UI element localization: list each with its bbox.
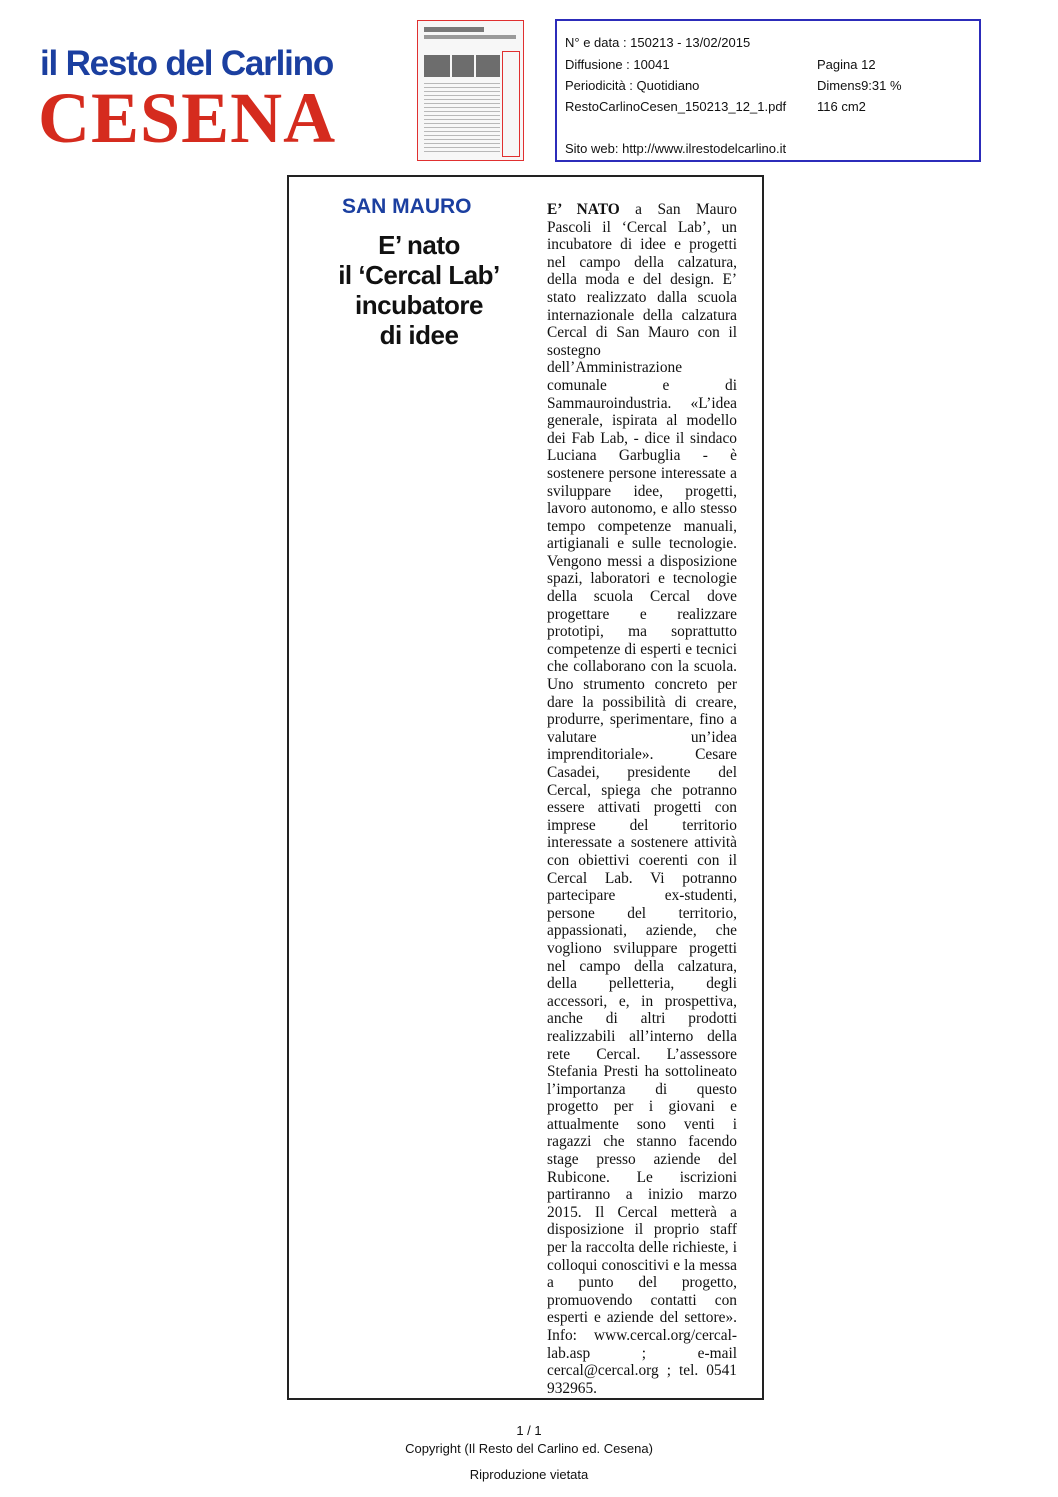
article-headline (319, 230, 519, 350)
info-diffusione: Diffusione : 10041 (565, 57, 670, 72)
info-area: 116 cm2 (817, 99, 866, 114)
article-body (547, 201, 737, 1397)
article-kicker: SAN MAURO (342, 195, 472, 218)
article-body-text: a San Mauro Pascoli il ‘Cercal Lab’, un incubatore di idee e progetti nel campo della calzatura, della moda e del design. E’ stato realizzato dalla scuola internazionale della calzatura Cercal di San Mauro con il sostegno dell’Amministrazione comunale e di Sammauroindustria. «L’idea generale, ispirata al modello dei Fab Lab, - dice il sindaco Luciana Garbuglia - è sostenere persone interessate a sviluppare idee, progetti, lavoro autonomo, e allo stesso tempo competenze manuali, artigianali e sulle tecnologie. Vengono messi a disposizione spazi, laboratori e tecnologie della scuola Cercal dove progettare e realizzare prototipi, ma soprattutto competenze di esperti e tecnici che collaborano con la scuola. Uno strumento concreto per dare la possibilità di creare, produrre, sperimentare, fino a valutare un’idea imprenditoriale». Cesare Casadei, presidente del Cercal, spiega che potranno essere attivati progetti con imprese del territorio interessate a sostenere attività con obiettivi coerenti con il Cercal Lab. Vi potranno partecipare ex-studenti, persone del territorio, appassionati, aziende, che vogliono sviluppare progetti nel campo della calzatura, della pelletteria, degli accessori, e, in prospettiva, anche di altri prodotti realizzabili all’interno della rete Cercal. L’assessore Stefania Presti ha sottolineato l’importanza di questo progetto per i giovani e attualmente sono venti i ragazzi che stanno facendo stage presso aziende del Rubicone. Le iscrizioni partiranno a inizio marzo 2015. Il Cercal metterà a disposizione il proprio staff per la raccolta delle richieste, i colloqui conoscitivi e la messa a punto del progetto, promuovendo contatti con esperti e aziende del settore». Info: www.cercal.org/cercal-lab.asp ; e-mail cercal@cercal.org ; tel. 0541 932965. (547, 201, 737, 1397)
info-box (555, 19, 981, 162)
masthead-title: il Resto del Carlino (40, 44, 333, 83)
page-thumbnail (417, 20, 524, 161)
headline-line: di idee (379, 320, 459, 350)
headline-line: incubatore (355, 290, 483, 320)
footer-notice: Riproduzione vietata (469, 1467, 589, 1482)
masthead-edition: CESENA (38, 78, 337, 158)
article-lead: E’ NATO (547, 201, 620, 218)
thumbnail-article-highlight (502, 51, 520, 157)
info-pagina: Pagina 12 (817, 57, 876, 72)
footer-page-number: 1 / 1 (516, 1423, 542, 1438)
article-clipping (287, 175, 764, 1400)
info-dimens: Dimens9:31 % (817, 78, 902, 93)
headline-line: E’ nato (378, 230, 460, 260)
footer-copyright: Copyright (Il Resto del Carlino ed. Cesena) (405, 1441, 653, 1456)
headline-line: il ‘Cercal Lab’ (338, 260, 500, 290)
info-sito: Sito web: http://www.ilrestodelcarlino.it (565, 141, 787, 156)
info-numero-data: N° e data : 150213 - 13/02/2015 (565, 35, 751, 50)
info-file: RestoCarlinoCesen_150213_12_1.pdf (565, 99, 787, 114)
info-periodicita: Periodicità : Quotidiano (565, 78, 700, 93)
